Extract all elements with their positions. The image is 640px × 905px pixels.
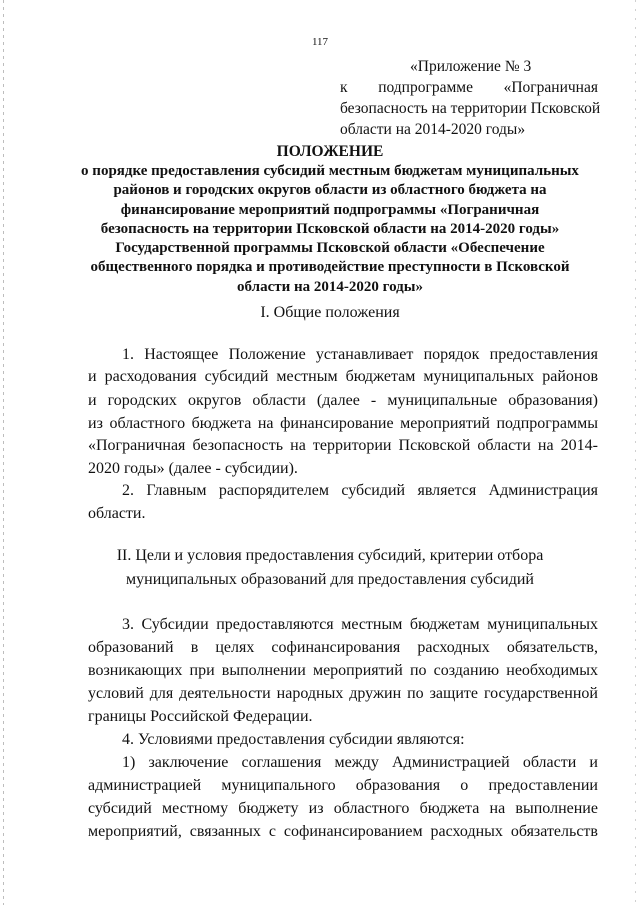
word: расходования [104,368,197,385]
annex-line: безопасность на территории Псковской [340,100,601,117]
annex-line: области на 2014-2020 годы» [340,121,526,138]
word: обязательств, [506,639,598,656]
word: в [190,639,199,656]
word: бюджета [419,800,480,817]
word: районов [542,368,598,385]
word: Положение [228,346,306,363]
word: муниципального [221,777,336,794]
word: по [407,685,424,702]
paragraph-line: области. [88,505,146,522]
word: 1. [122,346,134,363]
paragraph-line [88,775,598,797]
word: округов [188,392,242,409]
word: Администрация [488,482,598,499]
paragraph-line [88,798,598,820]
word: государственной [483,685,598,702]
word: субсидий [341,482,406,499]
word: необходимых [506,662,598,679]
word: и [88,368,97,385]
word: подпрограммы [496,415,598,432]
word: бюджета [191,415,252,432]
word: заключение [148,754,229,771]
word: мероприятий, [88,823,182,840]
section-heading-line: муниципальных образований для предоставления субсидий [126,571,534,588]
word: финансирование [280,415,394,432]
word: целях [215,639,255,656]
word: для [149,685,174,702]
word: (далее [316,392,360,409]
document-title: ПОЛОЖЕНИЕ [276,143,384,160]
word: предоставления [489,346,598,363]
word: области [252,392,306,409]
paragraph-line: 2020 годы» (далее - субсидии). [88,460,298,477]
word: Администрацией [392,754,510,771]
word: Псковской [398,437,471,454]
page-number: 117 [311,36,329,48]
annex-reference [340,56,601,140]
word: областного [333,800,410,817]
word: Субсидии [141,616,209,633]
word: деятельности [179,685,271,702]
word: условий [88,685,144,702]
word: образования [355,777,441,794]
word: из [308,800,324,817]
word: предоставлении [488,777,598,794]
word: Настоящее [144,346,219,363]
word: субсидий [204,368,269,385]
word: и [589,754,598,771]
subtitle-line: Государственной программы Псковской области «Обеспечение [115,240,545,257]
word: на [489,800,506,817]
document-subtitle [80,162,580,297]
word: является [417,482,477,499]
paragraph-line: 4. Условиями предоставления субсидии являются: [122,731,465,748]
word: возникающих [88,662,183,679]
paragraph-line [88,390,598,412]
word: между [334,754,379,771]
subtitle-line: о порядке предоставления субсидий местным бюджетам муниципальных [81,163,579,179]
scan-edge-right [635,0,636,905]
word: расходных [430,823,503,840]
scan-edge-left [3,0,4,905]
word: созданию [433,662,500,679]
word: бюджету [238,800,299,817]
word: 2. [122,482,134,499]
word: обязательств [510,823,598,840]
word: бюджетам [345,368,416,385]
word: области [522,754,577,771]
section-heading-goals [60,544,600,592]
word: мероприятий [400,415,490,432]
word: образования) [508,392,598,409]
word: местному [161,800,229,817]
word: расходных [417,639,490,656]
annex-line: «Приложение № 3 [410,58,532,75]
subtitle-line: районов и городских округов области из областного бюджета на [113,182,547,199]
section-heading-line: II. Цели и условия предоставления субсидий, критерии отбора [116,547,544,564]
word: области [477,437,531,454]
word: безопасность [192,437,284,454]
paragraph-line [88,413,598,435]
word: распорядителем [218,482,329,499]
word: связанных [189,823,261,840]
paragraph-line [88,683,598,705]
word: - [370,392,377,409]
word: из [88,415,103,432]
word: при [189,662,215,679]
word: местным [341,616,403,633]
word: софинансированием [283,823,423,840]
word: областного [109,415,186,432]
subtitle-line: общественного порядка и противодействие преступности в Псковской [90,259,570,276]
word: образований [88,639,174,656]
subtitle-line: финансирование мероприятий подпрограммы «Пограничная [120,201,540,218]
word: муниципальных [487,616,598,633]
annex-word: к [340,79,348,96]
word: 2014- [560,437,598,454]
annex-line [340,77,598,98]
word: городских [107,392,177,409]
word: 1) [122,754,136,771]
paragraph-line [122,344,598,366]
word: муниципальных [423,368,535,385]
paragraph-line: границы Российской Федерации. [88,708,313,725]
paragraph-line [88,660,598,682]
word: с [268,823,276,840]
word: бюджетам [409,616,480,633]
paragraph-line [122,614,598,636]
word: защите [429,685,478,702]
paragraph-line [88,637,598,659]
word: и [88,392,97,409]
word: софинансирования [271,639,401,656]
word: территории [312,437,392,454]
word: предоставляются [216,616,334,633]
word: устанавливает [315,346,414,363]
word: по [409,662,427,679]
word: выполнение [515,800,598,817]
paragraph-line [88,821,598,843]
word: народных [276,685,344,702]
word: муниципальные [387,392,498,409]
subtitle-line: области на 2014-2020 годы» [237,278,423,295]
word: дружин [349,685,402,702]
word: соглашения [241,754,322,771]
word: администрацией [88,777,202,794]
paragraph-line [122,480,598,502]
paragraph-line [88,366,598,388]
word: 3. [122,616,134,633]
word: субсидий [88,800,152,817]
paragraph-line [88,435,598,457]
paragraph-line [122,752,598,774]
word: о [460,777,469,794]
word: местным [276,368,338,385]
annex-word: подпрограмме [378,79,473,96]
word: выполнении [221,662,306,679]
word: порядок [423,346,480,363]
word: на [257,415,274,432]
word: на [537,437,554,454]
section-heading-general: I. Общие положения [260,304,400,321]
word: на [290,437,306,454]
word: Главным [146,482,207,499]
word: мероприятий [312,662,403,679]
word: «Пограничная [88,437,186,454]
subtitle-line: безопасность на территории Псковской области на 2014-2020 годы» [100,220,560,237]
annex-word: «Пограничная [503,79,598,96]
